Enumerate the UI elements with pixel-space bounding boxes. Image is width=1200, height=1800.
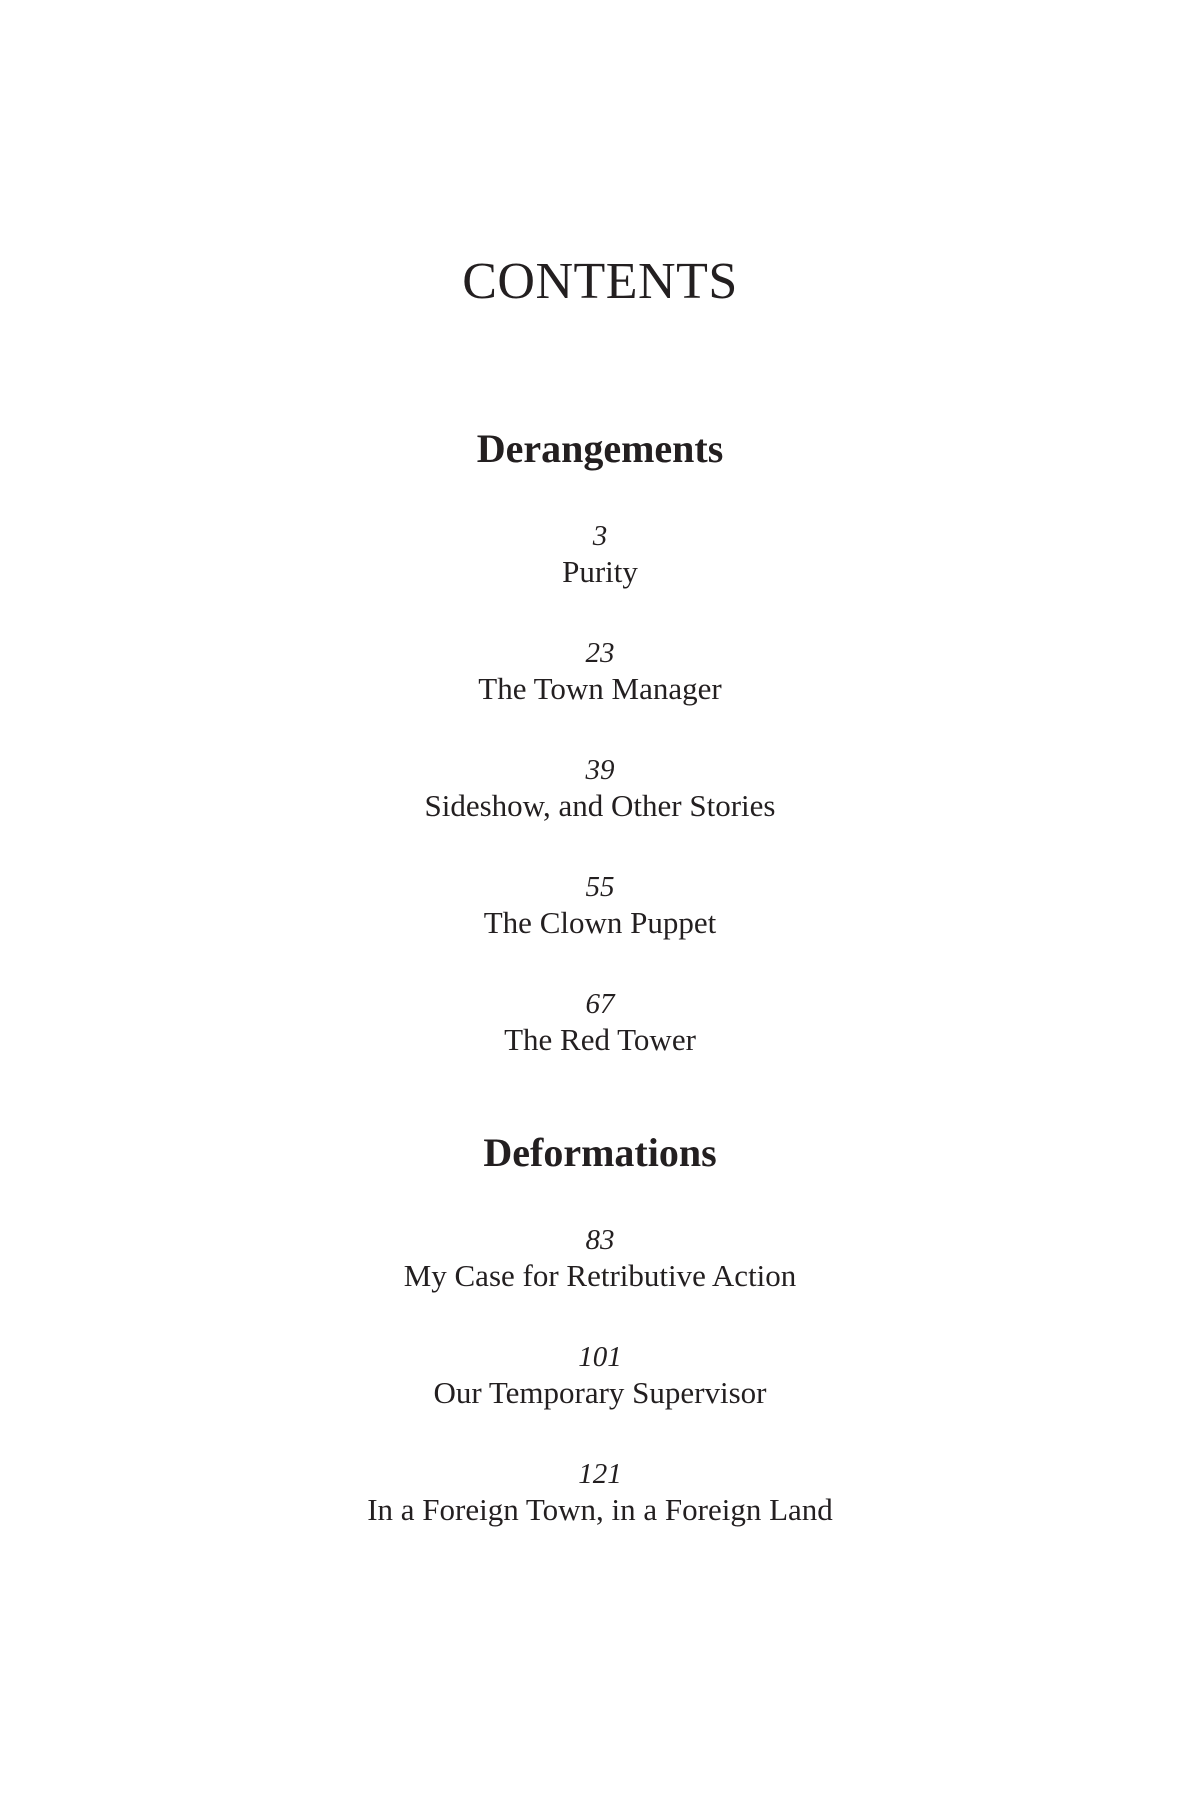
toc-entry-title: Purity — [562, 554, 638, 589]
toc-page-number: 3 — [592, 520, 608, 552]
toc-entry[interactable] — [0, 987, 1200, 1104]
section-title: Deformations — [483, 1130, 717, 1175]
toc-entry-title: The Town Manager — [478, 671, 722, 706]
section-title: Derangements — [476, 426, 724, 471]
toc-page-number: 23 — [585, 637, 615, 669]
toc-section-derangements — [0, 426, 1200, 1104]
contents-heading: CONTENTS — [462, 253, 738, 310]
toc-page-number: 55 — [585, 871, 615, 903]
toc-entry-title: In a Foreign Town, in a Foreign Land — [367, 1492, 833, 1527]
toc-page-number: 39 — [585, 754, 615, 786]
toc-entry[interactable] — [0, 870, 1200, 987]
toc-entry[interactable] — [0, 753, 1200, 870]
toc-entry-title: Our Temporary Supervisor — [433, 1375, 767, 1410]
toc-section-deformations — [0, 1130, 1200, 1574]
toc-entry-list — [0, 1223, 1200, 1574]
toc-entry[interactable] — [0, 1223, 1200, 1340]
toc-entry[interactable] — [0, 1457, 1200, 1574]
toc-entry-list — [0, 519, 1200, 1104]
toc-entry-title: My Case for Retributive Action — [403, 1258, 797, 1293]
toc-page-number: 101 — [578, 1341, 622, 1373]
toc-entry-title: The Red Tower — [504, 1022, 696, 1057]
toc-page-number: 67 — [585, 988, 615, 1020]
toc-page-number: 83 — [585, 1224, 615, 1256]
toc-entry-title: The Clown Puppet — [483, 905, 717, 940]
toc-page-number: 121 — [578, 1458, 622, 1490]
toc-entry[interactable] — [0, 636, 1200, 753]
toc-entry-title: Sideshow, and Other Stories — [424, 788, 776, 823]
toc-entry[interactable] — [0, 1340, 1200, 1457]
toc-entry[interactable] — [0, 519, 1200, 636]
